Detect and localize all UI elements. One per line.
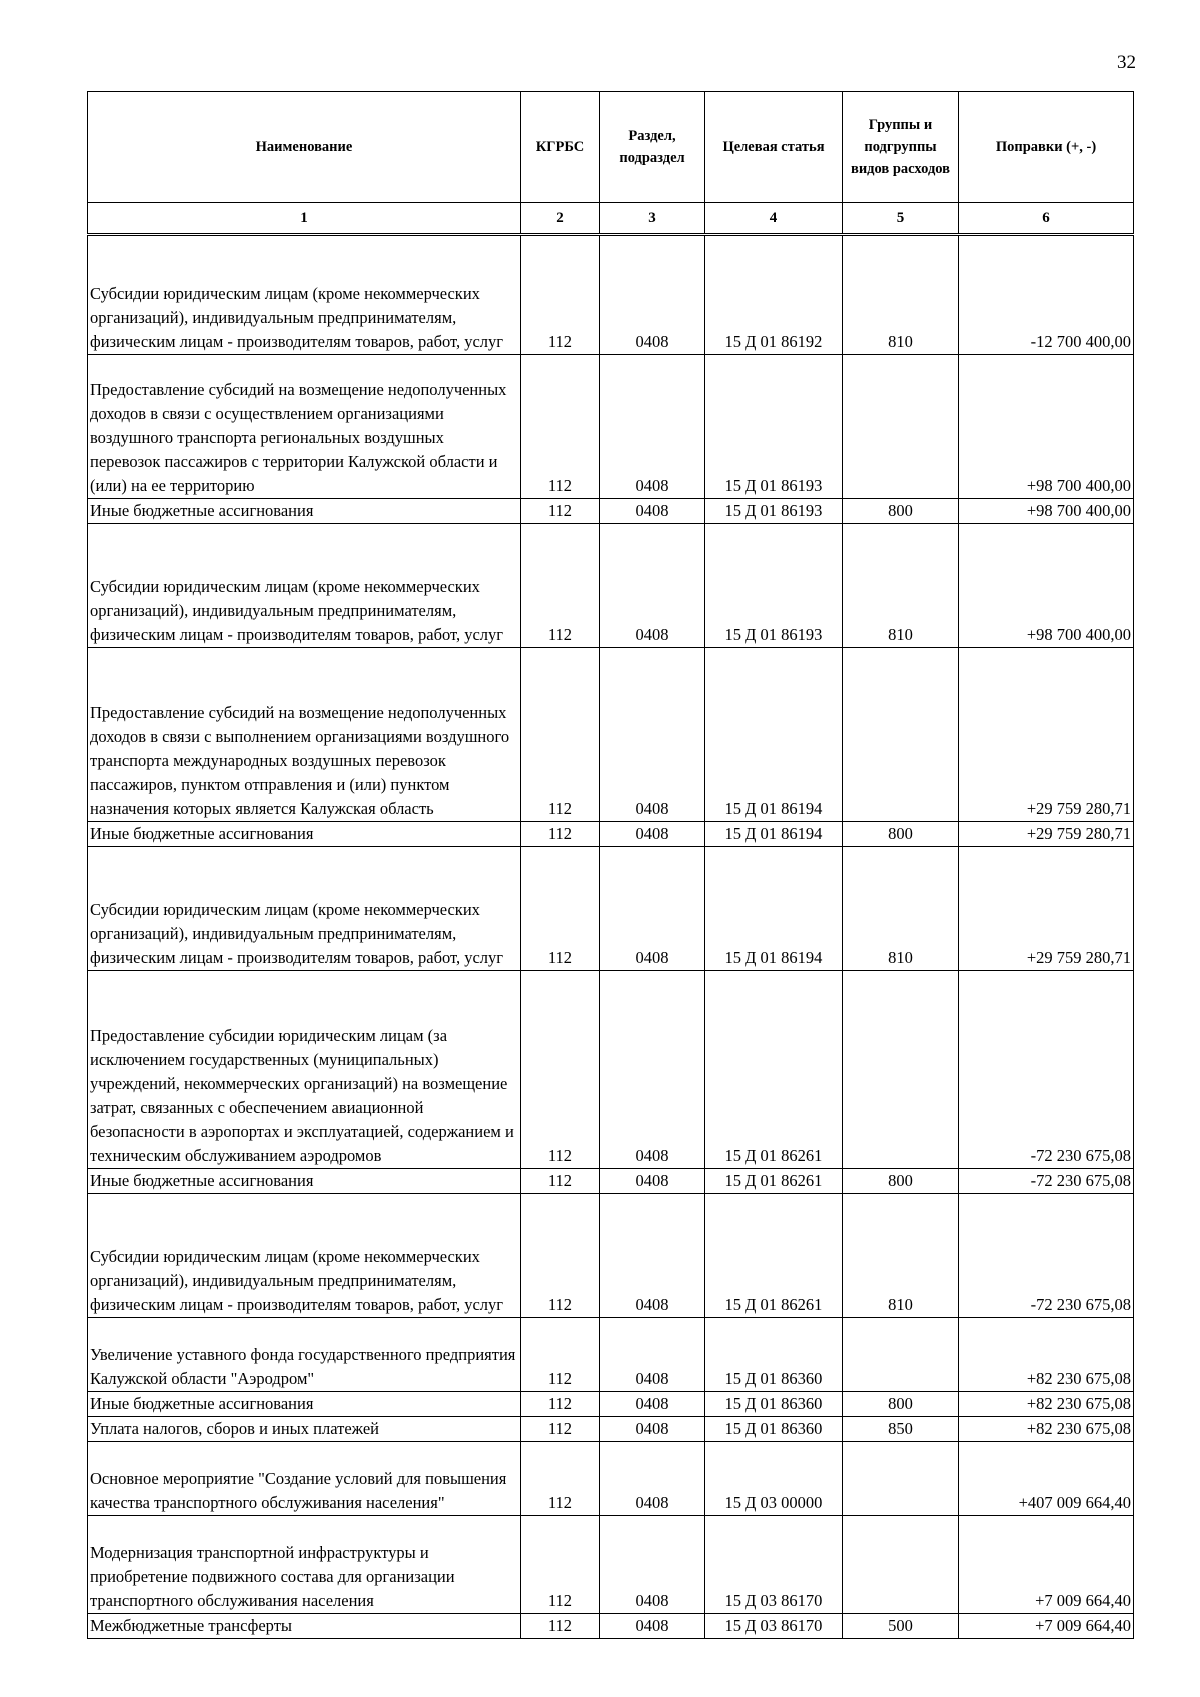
table-row — [88, 1417, 1134, 1442]
row-target: 15 Д 01 86194 — [705, 648, 843, 822]
column-number: 3 — [600, 203, 705, 235]
table-row — [88, 524, 1134, 648]
row-name: Субсидии юридическим лицам (кроме некоммерческих организаций), индивидуальным предпринимателям, физическим лицам - производителям товаров, работ, услуг — [88, 1194, 521, 1318]
row-kgrbs: 112 — [521, 235, 600, 355]
row-kgrbs: 112 — [521, 1516, 600, 1614]
row-target: 15 Д 01 86192 — [705, 235, 843, 355]
row-kgrbs: 112 — [521, 1442, 600, 1516]
row-section: 0408 — [600, 355, 705, 499]
table-row — [88, 1169, 1134, 1194]
header-row — [88, 92, 1134, 203]
row-amount: +7 009 664,40 — [959, 1516, 1134, 1614]
row-amount: +407 009 664,40 — [959, 1442, 1134, 1516]
row-section: 0408 — [600, 1516, 705, 1614]
row-section: 0408 — [600, 1318, 705, 1392]
row-group — [843, 1516, 959, 1614]
row-group: 810 — [843, 847, 959, 971]
row-section: 0408 — [600, 822, 705, 847]
row-amount: -72 230 675,08 — [959, 971, 1134, 1169]
row-group — [843, 648, 959, 822]
row-target: 15 Д 01 86194 — [705, 822, 843, 847]
table-row — [88, 822, 1134, 847]
budget-amendments-table — [87, 91, 1134, 1639]
row-group: 800 — [843, 1392, 959, 1417]
row-target: 15 Д 03 86170 — [705, 1516, 843, 1614]
column-number: 5 — [843, 203, 959, 235]
row-amount: -72 230 675,08 — [959, 1169, 1134, 1194]
header-target: Целевая статья — [705, 92, 843, 203]
row-name: Иные бюджетные ассигнования — [88, 1169, 521, 1194]
table-row — [88, 648, 1134, 822]
row-amount: -72 230 675,08 — [959, 1194, 1134, 1318]
row-amount: +82 230 675,08 — [959, 1318, 1134, 1392]
row-target: 15 Д 01 86193 — [705, 355, 843, 499]
row-amount: +82 230 675,08 — [959, 1417, 1134, 1442]
row-section: 0408 — [600, 1614, 705, 1639]
row-name: Уплата налогов, сборов и иных платежей — [88, 1417, 521, 1442]
row-kgrbs: 112 — [521, 847, 600, 971]
row-amount: +98 700 400,00 — [959, 499, 1134, 524]
row-section: 0408 — [600, 1442, 705, 1516]
row-name: Иные бюджетные ассигнования — [88, 499, 521, 524]
row-group: 500 — [843, 1614, 959, 1639]
row-section: 0408 — [600, 1194, 705, 1318]
row-target: 15 Д 01 86261 — [705, 1169, 843, 1194]
row-kgrbs: 112 — [521, 1392, 600, 1417]
page-number: 32 — [1117, 52, 1136, 73]
row-kgrbs: 112 — [521, 971, 600, 1169]
row-kgrbs: 112 — [521, 499, 600, 524]
row-section: 0408 — [600, 648, 705, 822]
row-section: 0408 — [600, 1392, 705, 1417]
row-name: Иные бюджетные ассигнования — [88, 1392, 521, 1417]
header-groups: Группы и подгруппы видов расходов — [843, 92, 959, 203]
table-row — [88, 1516, 1134, 1614]
row-group — [843, 1442, 959, 1516]
row-group — [843, 1318, 959, 1392]
header-section: Раздел, подраздел — [600, 92, 705, 203]
row-section: 0408 — [600, 847, 705, 971]
row-kgrbs: 112 — [521, 648, 600, 822]
row-amount: +98 700 400,00 — [959, 524, 1134, 648]
row-group: 800 — [843, 1169, 959, 1194]
column-number: 2 — [521, 203, 600, 235]
row-group — [843, 971, 959, 1169]
row-name: Субсидии юридическим лицам (кроме некоммерческих организаций), индивидуальным предпринимателям, физическим лицам - производителям товаров, работ, услуг — [88, 235, 521, 355]
column-number: 1 — [88, 203, 521, 235]
row-amount: +82 230 675,08 — [959, 1392, 1134, 1417]
table-row — [88, 1318, 1134, 1392]
row-kgrbs: 112 — [521, 1417, 600, 1442]
row-kgrbs: 112 — [521, 1169, 600, 1194]
row-target: 15 Д 01 86194 — [705, 847, 843, 971]
column-number: 6 — [959, 203, 1134, 235]
column-number-row — [88, 203, 1134, 235]
table-row — [88, 355, 1134, 499]
row-kgrbs: 112 — [521, 1318, 600, 1392]
row-name: Модернизация транспортной инфраструктуры и приобретение подвижного состава для организации транспортного обслуживания населения — [88, 1516, 521, 1614]
table-row — [88, 1614, 1134, 1639]
header-kgrbs: КГРБС — [521, 92, 600, 203]
table-row — [88, 1392, 1134, 1417]
header-name: Наименование — [88, 92, 521, 203]
row-amount: +29 759 280,71 — [959, 648, 1134, 822]
row-group: 800 — [843, 499, 959, 524]
row-name: Субсидии юридическим лицам (кроме некоммерческих организаций), индивидуальным предпринимателям, физическим лицам - производителям товаров, работ, услуг — [88, 847, 521, 971]
row-target: 15 Д 03 00000 — [705, 1442, 843, 1516]
row-kgrbs: 112 — [521, 524, 600, 648]
table-row — [88, 847, 1134, 971]
row-name: Увеличение уставного фонда государственного предприятия Калужской области "Аэродром" — [88, 1318, 521, 1392]
row-target: 15 Д 01 86261 — [705, 1194, 843, 1318]
row-section: 0408 — [600, 1417, 705, 1442]
row-target: 15 Д 01 86360 — [705, 1392, 843, 1417]
row-group: 800 — [843, 822, 959, 847]
table-row — [88, 1442, 1134, 1516]
table-row — [88, 499, 1134, 524]
row-target: 15 Д 01 86360 — [705, 1417, 843, 1442]
row-section: 0408 — [600, 1169, 705, 1194]
row-name: Иные бюджетные ассигнования — [88, 822, 521, 847]
row-kgrbs: 112 — [521, 355, 600, 499]
table-row — [88, 1194, 1134, 1318]
row-group: 810 — [843, 1194, 959, 1318]
row-section: 0408 — [600, 971, 705, 1169]
row-group — [843, 355, 959, 499]
row-kgrbs: 112 — [521, 822, 600, 847]
row-section: 0408 — [600, 499, 705, 524]
row-name: Субсидии юридическим лицам (кроме некоммерческих организаций), индивидуальным предпринимателям, физическим лицам - производителям товаров, работ, услуг — [88, 524, 521, 648]
table-row — [88, 971, 1134, 1169]
row-amount: +29 759 280,71 — [959, 847, 1134, 971]
row-name: Предоставление субсидий на возмещение недополученных доходов в связи с выполнением организациями воздушного транспорта международных воздушных перевозок пассажиров, пунктом отправления и (или) пунктом назначения которых является Калужская область — [88, 648, 521, 822]
row-section: 0408 — [600, 235, 705, 355]
row-name: Предоставление субсидий на возмещение недополученных доходов в связи с осуществлением организациями воздушного транспорта региональных воздушных перевозок пассажиров с территории Калужской области и (или) на ее территорию — [88, 355, 521, 499]
row-group: 810 — [843, 235, 959, 355]
header-amendments: Поправки (+, -) — [959, 92, 1134, 203]
row-name: Основное мероприятие "Создание условий для повышения качества транспортного обслуживания населения" — [88, 1442, 521, 1516]
row-amount: +29 759 280,71 — [959, 822, 1134, 847]
row-amount: +98 700 400,00 — [959, 355, 1134, 499]
table-row — [88, 235, 1134, 355]
row-name: Межбюджетные трансферты — [88, 1614, 521, 1639]
row-target: 15 Д 01 86360 — [705, 1318, 843, 1392]
column-number: 4 — [705, 203, 843, 235]
row-kgrbs: 112 — [521, 1614, 600, 1639]
row-name: Предоставление субсидии юридическим лицам (за исключением государственных (муниципальных) учреждений, некоммерческих организаций) на возмещение затрат, связанных с обеспечением авиационной безопасности в аэропортах и эксплуатацией, содержанием и техническим обслуживанием аэродромов — [88, 971, 521, 1169]
row-group: 850 — [843, 1417, 959, 1442]
row-target: 15 Д 01 86193 — [705, 499, 843, 524]
row-target: 15 Д 01 86193 — [705, 524, 843, 648]
row-target: 15 Д 01 86261 — [705, 971, 843, 1169]
row-target: 15 Д 03 86170 — [705, 1614, 843, 1639]
row-section: 0408 — [600, 524, 705, 648]
row-amount: -12 700 400,00 — [959, 235, 1134, 355]
row-group: 810 — [843, 524, 959, 648]
row-kgrbs: 112 — [521, 1194, 600, 1318]
row-amount: +7 009 664,40 — [959, 1614, 1134, 1639]
